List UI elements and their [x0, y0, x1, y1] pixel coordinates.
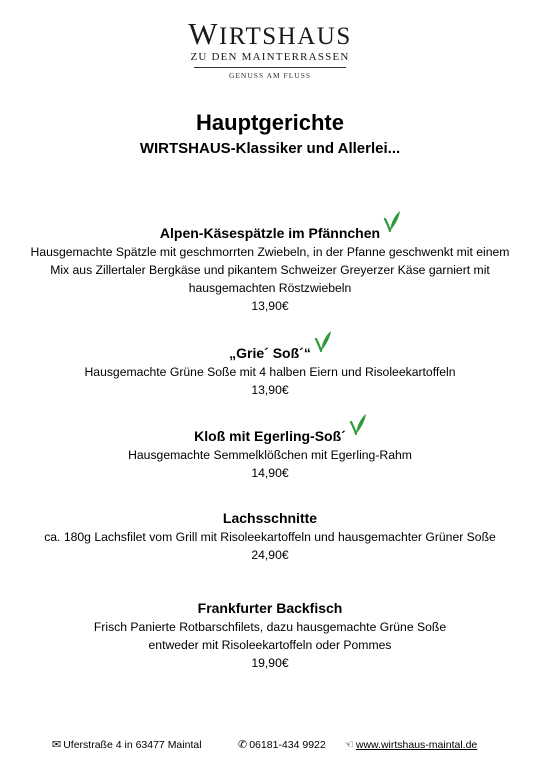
footer-address-text: Uferstraße 4 in 63477 Maintal	[63, 739, 202, 751]
dish-item	[0, 224, 540, 315]
dish-name: Alpen-Käsespätzle im Pfännchen	[159, 225, 381, 241]
dish-description-line: Mix aus Zillertaler Bergkäse und pikantem Schweizer Greyerzer Käse garniert mit	[50, 263, 490, 277]
dish-item	[0, 599, 540, 672]
dish-description-line: entweder mit Risoleekartoffeln oder Pommes	[148, 638, 392, 652]
logo-title-rest: IRTSHAUS	[219, 23, 352, 50]
logo-subtitle: ZU DEN MAINTERRASSEN	[190, 51, 350, 63]
vegetarian-leaf-icon	[313, 330, 333, 352]
dish-name-wrapper	[194, 427, 346, 445]
dish-price: 19,90€	[251, 656, 289, 670]
dish-description-line: Hausgemachte Spätzle mit geschmorrten Zwiebeln, in der Pfanne geschwenkt mit einem	[30, 245, 510, 259]
logo-title	[0, 16, 540, 51]
dish-description-line: Frisch Panierte Rotbarschfilets, dazu hausgemachte Grüne Soße	[93, 620, 447, 634]
footer-website-link[interactable]: www.wirtshaus-maintal.de	[355, 739, 478, 751]
dish-name-wrapper	[229, 344, 311, 362]
dish-name: Lachsschnitte	[222, 510, 318, 526]
vegetarian-leaf-icon	[382, 210, 402, 232]
dish-description-line: Hausgemachte Semmelklößchen mit Egerling-Rahm	[128, 448, 412, 462]
dish-name: „Grie´ Soß´“	[229, 345, 311, 361]
dish-name-wrapper	[160, 224, 380, 242]
envelope-icon: ✉	[52, 739, 62, 751]
dish-item	[0, 427, 540, 482]
dish-price: 14,90€	[251, 466, 289, 480]
page-subtitle: WIRTSHAUS-Klassiker und Allerlei...	[139, 140, 401, 157]
phone-icon: ✆	[238, 739, 248, 751]
footer-address	[52, 738, 202, 751]
page-title: Hauptgerichte	[196, 110, 344, 135]
dish-name: Frankfurter Backfisch	[197, 600, 343, 616]
dish-price: 13,90€	[251, 383, 289, 397]
dish-description-line: ca. 180g Lachsfilet vom Grill mit Risoleekartoffeln und hausgemachter Grüner Soße	[44, 530, 496, 544]
logo-divider	[194, 67, 346, 68]
dish-description-line: Hausgemachte Grüne Soße mit 4 halben Eiern und Risoleekartoffeln	[84, 365, 456, 379]
logo	[0, 16, 540, 80]
dish-price: 24,90€	[251, 548, 289, 562]
footer-phone-text: 06181-434 9922	[249, 739, 326, 751]
vegetarian-leaf-icon	[348, 413, 368, 435]
dish-item	[0, 344, 540, 399]
dish-description-line: hausgemachten Röstzwiebeln	[188, 281, 352, 295]
dish-name: Kloß mit Egerling-Soß´	[194, 428, 346, 444]
footer-website[interactable]	[344, 738, 477, 751]
dish-item	[0, 509, 540, 564]
pointer-hand-icon: ☜	[344, 739, 354, 751]
dish-price: 13,90€	[251, 299, 289, 313]
logo-title-initial: W	[188, 16, 219, 51]
logo-tagline: GENUSS AM FLUSS	[228, 71, 312, 80]
footer-phone[interactable]	[238, 738, 326, 751]
